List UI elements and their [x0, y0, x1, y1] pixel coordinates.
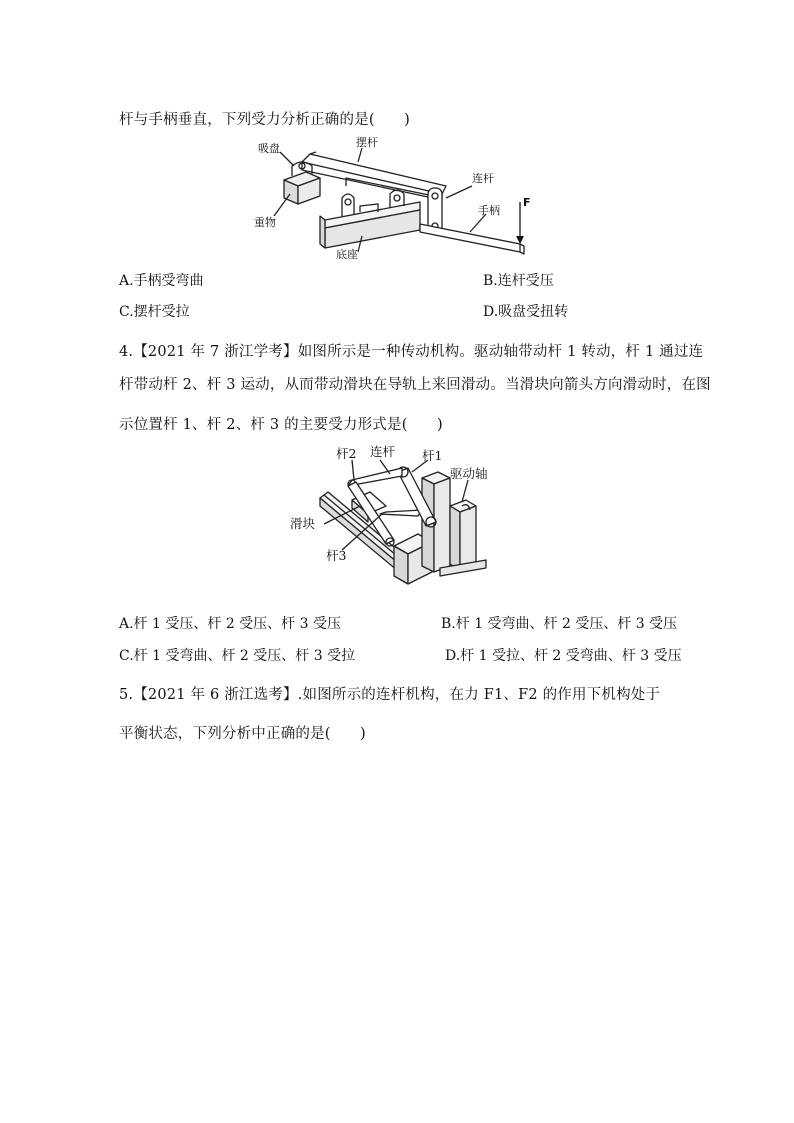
label-handle: 手柄 — [478, 204, 500, 217]
q5-stem-line2: 平衡状态，下列分析中正确的是( ) — [119, 726, 366, 742]
label-rod2: 杆2 — [336, 446, 357, 461]
q4-option-d: D.杆 1 受拉、杆 2 受弯曲、杆 3 受压 — [445, 648, 682, 664]
q4-option-b: B.杆 1 受弯曲、杆 2 受压、杆 3 受压 — [441, 616, 678, 632]
q3-figure-clamp — [250, 132, 540, 260]
q3-option-a: A.手柄受弯曲 — [119, 273, 204, 289]
q4-option-c: C.杆 1 受弯曲、杆 2 受压、杆 3 受拉 — [119, 648, 356, 664]
q4-stem-line1: 4.【2021 年 7 浙江学考】如图所示是一种传动机构。驱动轴带动杆 1 转动，杆 1 通过连 — [119, 344, 704, 360]
label-drive-shaft: 驱动轴 — [450, 466, 488, 481]
label-swing-rod: 摆杆 — [356, 136, 378, 149]
label-rod1: 杆1 — [422, 448, 443, 463]
q5-stem-line1: 5.【2021 年 6 浙江选考】.如图所示的连杆机构，在力 F1、F2 的作用下机构处于 — [119, 687, 661, 703]
label-slider: 滑块 — [290, 516, 316, 531]
label-force: F — [523, 196, 531, 209]
q4-figure-mechanism — [290, 442, 500, 602]
q3-option-b: B.连杆受压 — [483, 273, 554, 289]
q3-option-c: C.摆杆受拉 — [119, 304, 190, 320]
q4-stem-line3: 示位置杆 1、杆 2、杆 3 的主要受力形式是( ) — [119, 417, 443, 433]
label-weight: 重物 — [254, 216, 276, 229]
q4-stem-line2: 杆带动杆 2、杆 3 运动，从而带动滑块在导轨上来回滑动。当滑块向箭头方向滑动时，在图 — [119, 377, 711, 393]
q3-stem: 杆与手柄垂直，下列受力分析正确的是( ) — [119, 112, 411, 128]
label-base: 底座 — [336, 248, 358, 260]
label-rod3: 杆3 — [326, 548, 347, 563]
label-connecting-rod: 连杆 — [472, 172, 494, 185]
label-connecting-rod-2: 连杆 — [370, 444, 396, 459]
q4-option-a: A.杆 1 受压、杆 2 受压、杆 3 受压 — [119, 616, 341, 632]
q3-option-d: D.吸盘受扭转 — [483, 304, 569, 320]
label-suction-cup: 吸盘 — [258, 142, 280, 155]
